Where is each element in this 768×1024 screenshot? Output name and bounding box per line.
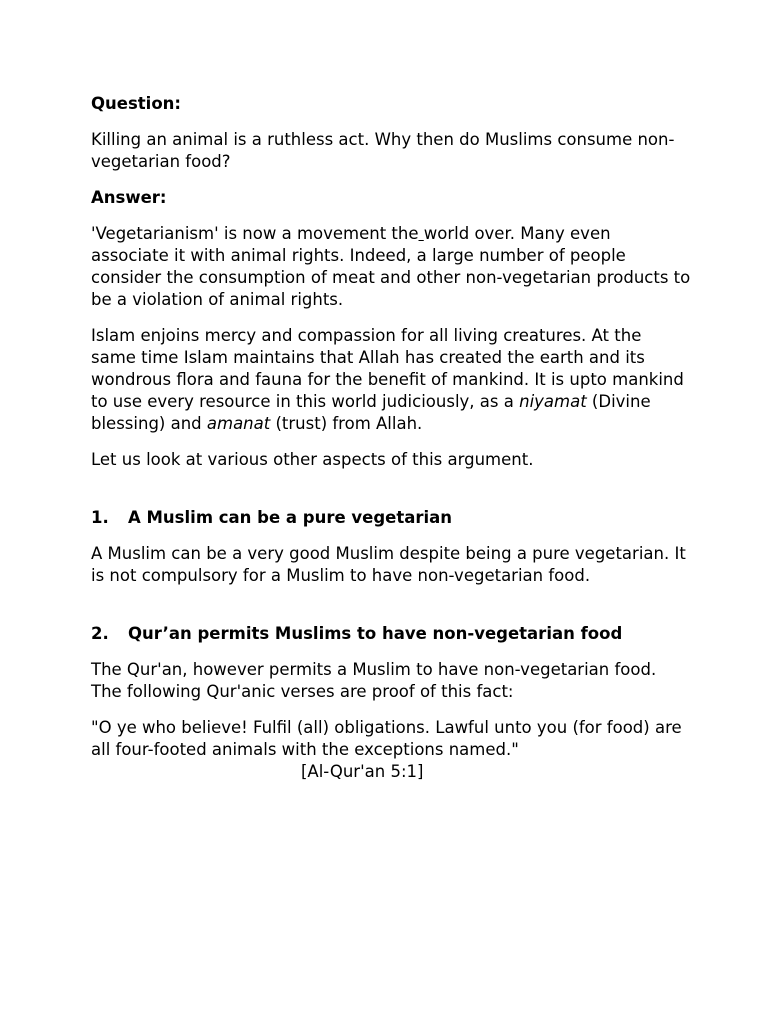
- answer-paragraph-1: [91, 223, 691, 311]
- answer-paragraph-2-part-b: (Divine blessing) and: [91, 392, 651, 433]
- term-niyamat: niyamat: [519, 392, 587, 411]
- question-text: Killing an animal is a ruthless act. Why then do Muslims consume non-vegetarian food?: [91, 130, 675, 171]
- quran-citation: [Al-Qur'an 5:1]: [301, 762, 424, 781]
- answer-paragraph-2-part-a: Islam enjoins mercy and compassion for all living creatures. At the same time Islam maintains that Allah has created the earth and its wondrous flora and fauna for the benefit of mankind. It is upto mankind to use every resource in this world judiciously, as a: [91, 326, 684, 411]
- section-2-title: Qur’an permits Muslims to have non-vegetarian food: [128, 624, 623, 643]
- answer-paragraph-1-part-b: world over. Many even associate it with animal rights. Indeed, a large number of people consider the consumption of meat and other non-vegetarian products to be a violation of animal rights.: [91, 224, 691, 309]
- quran-quote: "O ye who believe! Fulfil (all) obligations. Lawful unto you (for food) are all four-footed animals with the exceptions named.": [91, 718, 682, 759]
- answer-paragraph-2: [91, 325, 691, 435]
- answer-paragraph-3: Let us look at various other aspects of this argument.: [91, 450, 534, 469]
- section-1-title: A Muslim can be a pure vegetarian: [128, 508, 453, 527]
- section-1-body: A Muslim can be a very good Muslim despite being a pure vegetarian. It is not compulsory for a Muslim to have non-vegetarian food.: [91, 544, 686, 585]
- question-heading: Question:: [91, 94, 182, 113]
- answer-paragraph-1-part-a: 'Vegetarianism' is now a movement the: [91, 224, 419, 243]
- answer-paragraph-2-part-c: (trust) from Allah.: [270, 414, 423, 433]
- section-2-number: 2.: [91, 624, 109, 643]
- section-2-heading: [91, 623, 691, 645]
- section-1-heading: [91, 507, 691, 529]
- document-page: [91, 93, 691, 783]
- answer-heading: Answer:: [91, 188, 167, 207]
- section-1-number: 1.: [91, 508, 109, 527]
- term-amanat: amanat: [206, 414, 271, 433]
- section-2-body: The Qur'an, however permits a Muslim to have non-vegetarian food. The following Qur'anic verses are proof of this fact:: [91, 660, 657, 701]
